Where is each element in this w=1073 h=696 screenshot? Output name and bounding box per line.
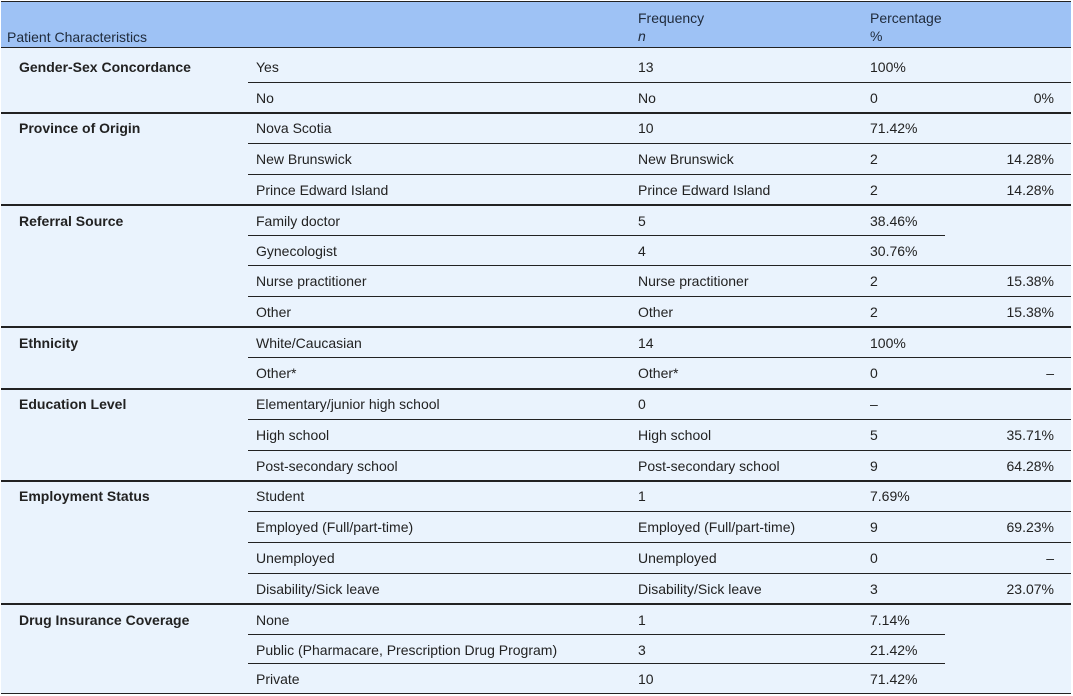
table-cell: Unemployed bbox=[638, 550, 717, 566]
table-cell: 100% bbox=[870, 59, 906, 75]
table-cell: 9 bbox=[870, 519, 878, 535]
header-frequency-symbol: n bbox=[638, 28, 646, 44]
table-cell: 10 bbox=[638, 120, 654, 136]
table-cell: – bbox=[1046, 365, 1054, 381]
row-divider bbox=[1, 47, 1071, 48]
table-cell: Nova Scotia bbox=[256, 120, 332, 136]
table-cell: 0 bbox=[870, 550, 878, 566]
row-category: Gender-Sex Concordance bbox=[19, 59, 191, 75]
table-cell: 2 bbox=[870, 273, 878, 289]
table-cell: No bbox=[256, 90, 274, 106]
row-divider bbox=[248, 663, 945, 664]
row-category: Education Level bbox=[19, 396, 127, 412]
table-cell: 30.76% bbox=[870, 243, 918, 259]
table-cell: Other bbox=[638, 304, 674, 320]
table-cell: Unemployed bbox=[256, 550, 335, 566]
table-cell: Gynecologist bbox=[256, 243, 337, 259]
row-divider bbox=[248, 357, 1071, 358]
table-cell: – bbox=[870, 396, 878, 412]
row-divider bbox=[248, 542, 1071, 543]
row-divider bbox=[248, 174, 1071, 175]
table-cell: Student bbox=[256, 488, 305, 504]
table-cell: 13 bbox=[638, 59, 654, 75]
row-divider bbox=[248, 235, 945, 236]
table-cell: 38.46% bbox=[870, 213, 918, 229]
table-cell: High school bbox=[638, 427, 712, 443]
table-cell: 1 bbox=[638, 612, 646, 628]
row-divider bbox=[1, 326, 1071, 328]
row-divider bbox=[1, 693, 1071, 694]
header-percentage: Percentage bbox=[870, 10, 942, 26]
table-cell: Nurse practitioner bbox=[638, 273, 749, 289]
table-cell: Private bbox=[256, 671, 300, 687]
table-cell: Elementary/junior high school bbox=[256, 396, 440, 412]
table-cell: 14 bbox=[638, 335, 654, 351]
table-cell: 3 bbox=[638, 642, 646, 658]
row-divider bbox=[1, 1, 1071, 2]
row-divider bbox=[248, 634, 945, 635]
row-category: Province of Origin bbox=[19, 120, 141, 136]
table-cell: 15.38% bbox=[1006, 304, 1054, 320]
table-cell: Employed (Full/part-time) bbox=[638, 519, 796, 535]
table-cell: 71.42% bbox=[870, 120, 918, 136]
row-divider bbox=[248, 143, 1071, 144]
table-cell: 7.69% bbox=[870, 488, 910, 504]
row-divider bbox=[248, 419, 1071, 420]
row-divider bbox=[248, 511, 1071, 512]
table-cell: 1 bbox=[638, 488, 646, 504]
table-cell: 2 bbox=[870, 182, 878, 198]
table-cell: 35.71% bbox=[1006, 427, 1054, 443]
row-category: Drug Insurance Coverage bbox=[19, 612, 190, 628]
table-cell: 5 bbox=[870, 427, 878, 443]
table-cell: 10 bbox=[638, 671, 654, 687]
table-cell: Family doctor bbox=[256, 213, 341, 229]
table-cell: 21.42% bbox=[870, 642, 918, 658]
table-cell: 0 bbox=[870, 365, 878, 381]
table-cell: Disability/Sick leave bbox=[256, 581, 380, 597]
table-cell: No bbox=[638, 90, 656, 106]
table-cell: 15.38% bbox=[1006, 273, 1054, 289]
table-cell: 9 bbox=[870, 458, 878, 474]
table-cell: 23.07% bbox=[1006, 581, 1054, 597]
table-cell: Yes bbox=[256, 59, 279, 75]
table-cell: Post-secondary school bbox=[256, 458, 398, 474]
row-divider bbox=[1, 480, 1071, 482]
row-divider bbox=[1, 112, 1071, 114]
row-category: Referral Source bbox=[19, 213, 124, 229]
table-body bbox=[1, 48, 1071, 694]
table-cell: New Brunswick bbox=[256, 151, 352, 167]
table-cell: Other* bbox=[256, 365, 297, 381]
row-divider bbox=[1, 204, 1071, 206]
table-cell: 5 bbox=[638, 213, 646, 229]
row-divider bbox=[248, 82, 1071, 83]
row-divider bbox=[248, 265, 1071, 266]
table-cell: 2 bbox=[870, 304, 878, 320]
table-cell: Other bbox=[256, 304, 292, 320]
table-cell: Public (Pharmacare, Prescription Drug Program) bbox=[256, 642, 558, 658]
table-cell: Employed (Full/part-time) bbox=[256, 519, 414, 535]
table-cell: High school bbox=[256, 427, 330, 443]
header-frequency: Frequency bbox=[638, 10, 705, 26]
table-cell: Post-secondary school bbox=[638, 458, 780, 474]
row-category: Employment Status bbox=[19, 488, 150, 504]
table-cell: 71.42% bbox=[870, 671, 918, 687]
table-cell: 2 bbox=[870, 151, 878, 167]
row-divider bbox=[248, 450, 1071, 451]
table-cell: 69.23% bbox=[1006, 519, 1054, 535]
table-cell: White/Caucasian bbox=[256, 335, 362, 351]
table-cell: 64.28% bbox=[1006, 458, 1054, 474]
table-cell: 100% bbox=[870, 335, 906, 351]
table-cell: 14.28% bbox=[1006, 182, 1054, 198]
row-category: Ethnicity bbox=[19, 335, 79, 351]
table-cell: 14.28% bbox=[1006, 151, 1054, 167]
table-cell: 7.14% bbox=[870, 612, 910, 628]
table-cell: None bbox=[256, 612, 290, 628]
table-cell: 0% bbox=[1033, 90, 1054, 106]
table-cell: 3 bbox=[870, 581, 878, 597]
table-cell: Disability/Sick leave bbox=[638, 581, 762, 597]
row-divider bbox=[248, 296, 1071, 297]
table-cell: Prince Edward Island bbox=[256, 182, 389, 198]
table-cell: Nurse practitioner bbox=[256, 273, 367, 289]
table-cell: Other* bbox=[638, 365, 679, 381]
header-percentage-symbol: % bbox=[870, 28, 883, 44]
table-cell: 0 bbox=[870, 90, 878, 106]
table-cell: 4 bbox=[638, 243, 646, 259]
header-characteristics: Patient Characteristics bbox=[7, 29, 148, 45]
row-divider bbox=[1, 388, 1071, 390]
row-divider bbox=[1, 603, 1071, 605]
table-cell: 0 bbox=[638, 396, 646, 412]
table-cell: Prince Edward Island bbox=[638, 182, 771, 198]
table-cell: New Brunswick bbox=[638, 151, 734, 167]
table-cell: – bbox=[1046, 550, 1054, 566]
row-divider bbox=[248, 573, 1071, 574]
